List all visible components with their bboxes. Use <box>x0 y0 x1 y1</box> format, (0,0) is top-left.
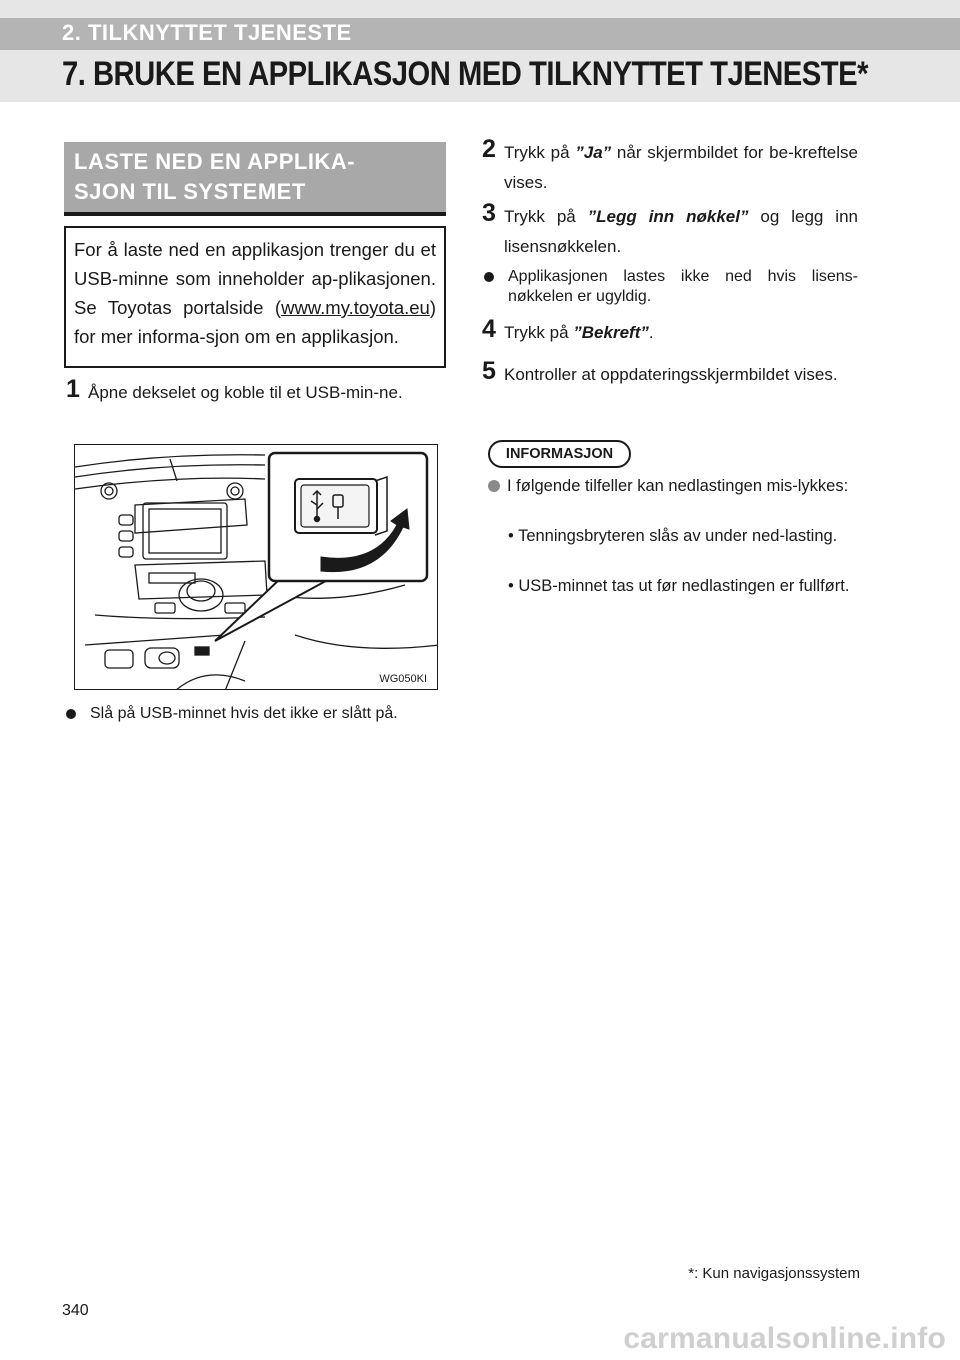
section-title: 2. TILKNYTTET TJENESTE <box>62 20 352 45</box>
info-item <box>488 476 856 496</box>
step-2 <box>482 135 858 198</box>
watermark: carmanualsonline.info <box>623 1322 946 1355</box>
step-text-pre: Trykk på <box>504 207 588 226</box>
intro-text-end: ) for mer informa-sjon om en applikasjon. <box>74 297 436 347</box>
info-sub-item-1: • Tenningsbryteren slås av under ned-lasting. <box>508 527 838 545</box>
step-text <box>482 138 858 198</box>
figure-code: WG050KI <box>379 673 427 685</box>
subsection-heading <box>64 142 446 212</box>
portal-link[interactable]: www.my.toyota.eu <box>281 297 430 318</box>
subsection-heading-line2: SJON TIL SYSTEMET <box>74 179 306 204</box>
intro-box <box>64 226 446 368</box>
info-sub-item-2: • USB-minnet tas ut før nedlastingen er fullført. <box>508 577 850 595</box>
bullet-item <box>484 267 858 307</box>
footnote: *: Kun navigasjonssystem <box>688 1265 860 1282</box>
bullet-text: Applikasjonen lastes ikke ned hvis lisens-nøkkelen er ugyldig. <box>508 268 858 305</box>
step-text-pre: Trykk på <box>504 323 574 342</box>
bullet-text: Slå på USB-minnet hvis det ikke er slått på. <box>90 705 398 722</box>
page-title: 7. BRUKE EN APPLIKASJON MED TILKNYTTET TJENESTE* <box>62 55 868 93</box>
intro-text-start: For å laste ned en applikasjon trenger du et USB-minne som inneholder ap-plikasjonen. Se Toyotas portalside ( <box>74 239 436 318</box>
step-5 <box>482 357 858 390</box>
info-badge: INFORMASJON <box>488 440 631 468</box>
step-text-post: . <box>648 323 654 342</box>
step-text-post: og legg inn lisensnøkkelen. <box>504 207 858 256</box>
subsection-heading-line1: LASTE NED EN APPLIKA- <box>74 149 356 174</box>
step-text: Kontroller at oppdateringsskjermbildet vises. <box>504 365 838 384</box>
bullet-item <box>66 704 448 724</box>
button-name-legg-inn-nokkel: ”Legg inn nøkkel” <box>587 207 749 226</box>
step-number: 1 <box>66 375 80 403</box>
step-text <box>482 202 858 262</box>
info-dot-icon <box>488 480 500 492</box>
step-text-post: når skjermbildet for be-kreftelse vises. <box>504 143 858 192</box>
bullet-dot-icon <box>66 709 76 719</box>
button-name-bekreft: ”Bekreft” <box>573 323 649 342</box>
page-number: 340 <box>62 1302 89 1319</box>
step-number: 5 <box>482 357 496 385</box>
step-number: 4 <box>482 315 496 343</box>
dashboard-usb-drawing <box>75 445 438 690</box>
bullet-dot-icon <box>484 272 494 282</box>
step-text-pre: Trykk på <box>504 143 576 162</box>
step-text <box>482 318 858 348</box>
step-text: Åpne dekselet og koble til et USB-min-ne. <box>88 383 403 402</box>
usb-illustration <box>74 444 438 690</box>
step-4 <box>482 315 858 348</box>
step-number: 2 <box>482 135 496 163</box>
step-3 <box>482 199 858 262</box>
info-text: I følgende tilfeller kan nedlastingen mis-lykkes: <box>507 477 849 495</box>
step-1 <box>66 375 448 408</box>
heading-rule <box>64 212 446 216</box>
button-name-ja: ”Ja” <box>575 143 612 162</box>
step-number: 3 <box>482 199 496 227</box>
